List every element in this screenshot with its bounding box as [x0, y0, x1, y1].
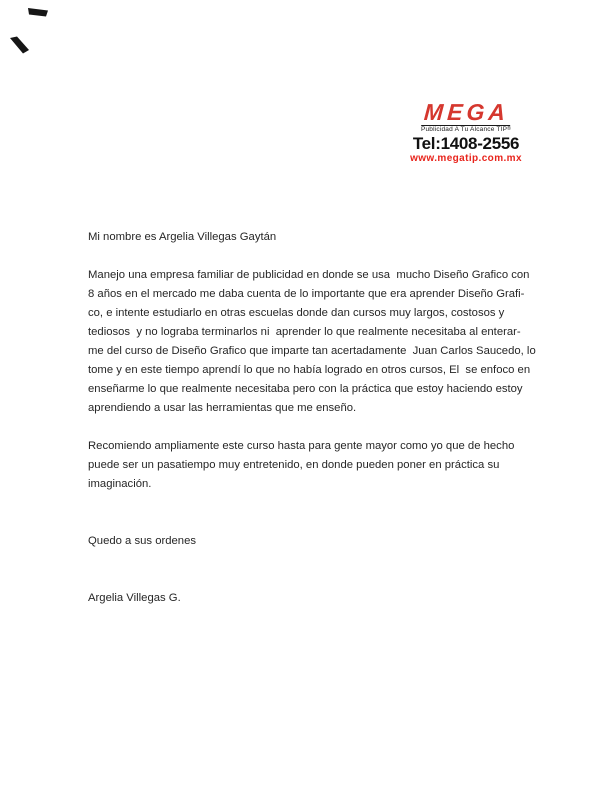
letter-line: imaginación. [88, 478, 152, 490]
letter-line: tome y en este tiempo aprendí lo que no había logrado en otros cursos, El se enfoco en [88, 364, 531, 376]
letter-line: puede ser un pasatiempo muy entretenido, en donde pueden poner en práctica su [88, 459, 500, 471]
letter-line: aprendiendo a usar las herramientas que me enseño. [88, 402, 357, 414]
ink-marks [0, 0, 60, 60]
logo-tagline-text: Publicidad A Tu Alcance TIP [420, 126, 508, 133]
letter-body [88, 228, 558, 608]
registered-trademark-icon: ® [507, 126, 512, 132]
letter-closing: Quedo a sus ordenes [88, 535, 197, 547]
letter-line: co, e intente estudiarlo en otras escuelas donde dan cursos muy largos, costosos y [88, 307, 505, 319]
letter-paragraph-2 [88, 437, 558, 494]
ink-mark-diagonal [10, 37, 29, 54]
ink-mark-top [28, 8, 48, 17]
logo-website-url: www.megatip.com.mx [410, 152, 522, 164]
mega-logo-wordmark-row [405, 101, 527, 126]
letter-greeting: Mi nombre es Argelia Villegas Gaytán [88, 231, 277, 243]
letter-line: 8 años en el mercado me daba cuenta de lo importante que era aprender Diseño Grafi- [88, 288, 525, 300]
mega-logo-wordmark: MEGA [421, 101, 512, 126]
logo-phone-number: Tel:1408-2556 [412, 133, 520, 153]
mega-logo [405, 101, 527, 164]
letter-line: Recomiendo ampliamente este curso hasta para gente mayor como yo que de hecho [88, 440, 515, 452]
letter-line: me del curso de Diseño Grafico que imparte tan acertadamente Juan Carlos Saucedo, lo [88, 345, 536, 357]
letter-signature: Argelia Villegas G. [88, 592, 181, 604]
letter-paragraph-1 [88, 266, 558, 418]
letter-line: Manejo una empresa familiar de publicidad en donde se usa mucho Diseño Grafico con [88, 269, 530, 281]
letter-line: enseñarme lo que realmente necesitaba pero con la práctica que estoy haciendo estoy [88, 383, 523, 395]
logo-tagline [405, 127, 527, 134]
letter-line: tediosos y no lograba terminarlos ni aprender lo que realmente necesitaba al enterar- [88, 326, 521, 338]
